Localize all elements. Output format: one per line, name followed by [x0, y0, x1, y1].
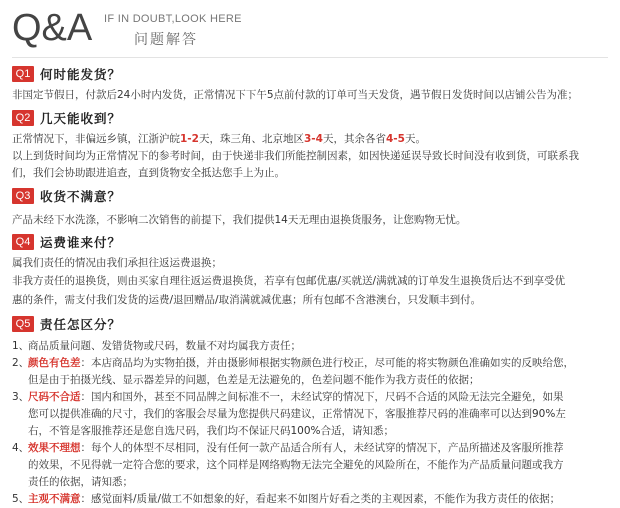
q2-days-prd-bj: 3-4	[303, 133, 323, 145]
q5-item-1	[12, 338, 610, 355]
q1-title: 何时能发货？	[40, 67, 122, 82]
q4-answer-line1: 属我们责任的情况由我们承担往返运费退换；	[12, 257, 222, 269]
header-subtitle-cn: 问题解答	[134, 32, 198, 48]
item-text: 您可以提供准确的尺寸，我们的客服会尽量为您提供尺码建议，正常情况下，客服推荐尺码的准确率可以达到90%左	[28, 408, 566, 420]
item-text: ：国内和国外，甚至不同品牌之间标准不一，未经试穿的情况下，尺码不合适的风险无法完全避免，如果	[80, 391, 564, 403]
item-text: 的效果，不见得就一定符合您的要求，这个同样是网络购物无法完全避免的风险所在，不能作为产品质量问题或我方	[28, 459, 564, 471]
item-number: 3、	[12, 391, 30, 403]
q3-badge: Q3	[12, 188, 34, 204]
item-key: 颜色有色差	[28, 357, 81, 369]
q2-answer-line2: 以上到货时间均为正常情况下的参考时间，由于快递非我们所能控制因素，如因快递延误导致长时间没有收到货，可联系我	[12, 150, 579, 162]
item-key: 主观不满意	[28, 493, 81, 505]
section-q4	[12, 232, 610, 310]
q5-title: 责任怎区分？	[40, 317, 122, 332]
item-text: 责任的依据，请知悉；	[28, 476, 133, 488]
item-text: 商品质量问题、发错货物或尺码，数量不对均属我方责任；	[28, 340, 301, 352]
q3-answer: 产品未经下水洗涤，不影响二次销售的前提下，我们提供14天无理由退换货服务，让您购物无忧。	[12, 214, 467, 226]
q2-answer-line1	[12, 131, 610, 148]
q2-text: 天，珠三角、北京地区	[198, 133, 304, 145]
q3-title: 收货不满意？	[40, 189, 122, 204]
q2-badge: Q2	[12, 110, 34, 126]
item-number: 1、	[12, 340, 30, 352]
q2-text: 天。	[404, 133, 426, 145]
section-q5	[12, 314, 610, 508]
header-divider	[12, 57, 608, 58]
q2-text: 正常情况下，非偏远乡镇，江浙沪皖	[12, 133, 180, 145]
q1-badge: Q1	[12, 66, 34, 82]
item-key: 尺码不合适	[28, 391, 81, 403]
item-number: 2、	[12, 357, 30, 369]
item-text: ：本店商品均为实物拍摄，并由摄影师根据实物颜色进行校正，尽可能的将实物颜色准确如实的反映给您，	[80, 357, 574, 369]
item-number: 4、	[12, 442, 30, 454]
q2-text: 天，其余各省	[322, 133, 386, 145]
q5-item-2	[12, 355, 610, 389]
section-q1	[12, 64, 610, 104]
item-text: 但是由于拍摄光线、显示器差异的问题，色差是无法避免的，色差问题不能作为我方责任的依据；	[28, 374, 480, 386]
q5-item-4	[12, 440, 610, 491]
q5-badge: Q5	[12, 316, 34, 332]
item-key: 效果不理想	[28, 442, 81, 454]
section-q2	[12, 108, 610, 182]
q2-days-jzh: 1-2	[180, 133, 199, 145]
q5-item-5	[12, 491, 610, 508]
q2-answer-line3: 们，我们会协助跟进追查，直到货物安全抵达您手上为止。	[12, 167, 285, 179]
q4-badge: Q4	[12, 234, 34, 250]
q4-answer-line2: 非我方责任的退换货，则由买家自理往返运费退换货，若享有包邮优惠/买就送/满就减的订单发生退换货后达不到享受优	[12, 275, 566, 287]
section-q3	[12, 186, 610, 229]
q4-title: 运费谁来付？	[40, 235, 122, 250]
item-text: ：感觉面料/质量/做工不如想象的好，看起来不如图片好看之类的主观因素，不能作为我方责任的依据；	[80, 493, 561, 505]
item-text: ：每个人的体型不尽相同，没有任何一款产品适合所有人，未经试穿的情况下，产品所描述及客服所推荐	[80, 442, 564, 454]
qa-logo: Q&A	[12, 7, 93, 49]
q2-days-other: 4-5	[385, 133, 405, 145]
qa-header	[12, 6, 612, 54]
item-text: 右，不管是客服推荐还是您自选尺码，我们均不保证尺码100%合适，请知悉；	[28, 425, 395, 437]
q4-answer-line3: 惠的条件，需支付我们发货的运费/退回赠品/取消满就减优惠；所有包邮不含港澳台，只发顺丰到付。	[12, 294, 482, 306]
q5-item-3	[12, 389, 610, 440]
header-subtitle-en: IF IN DOUBT,LOOK HERE	[104, 13, 242, 25]
q2-title: 几天能收到？	[40, 111, 122, 126]
item-number: 5、	[12, 493, 30, 505]
q1-answer: 非国定节假日，付款后24小时内发货，正常情况下下午5点前付款的订单可当天发货，遇节假日发货时间以店铺公告为准；	[12, 89, 579, 101]
